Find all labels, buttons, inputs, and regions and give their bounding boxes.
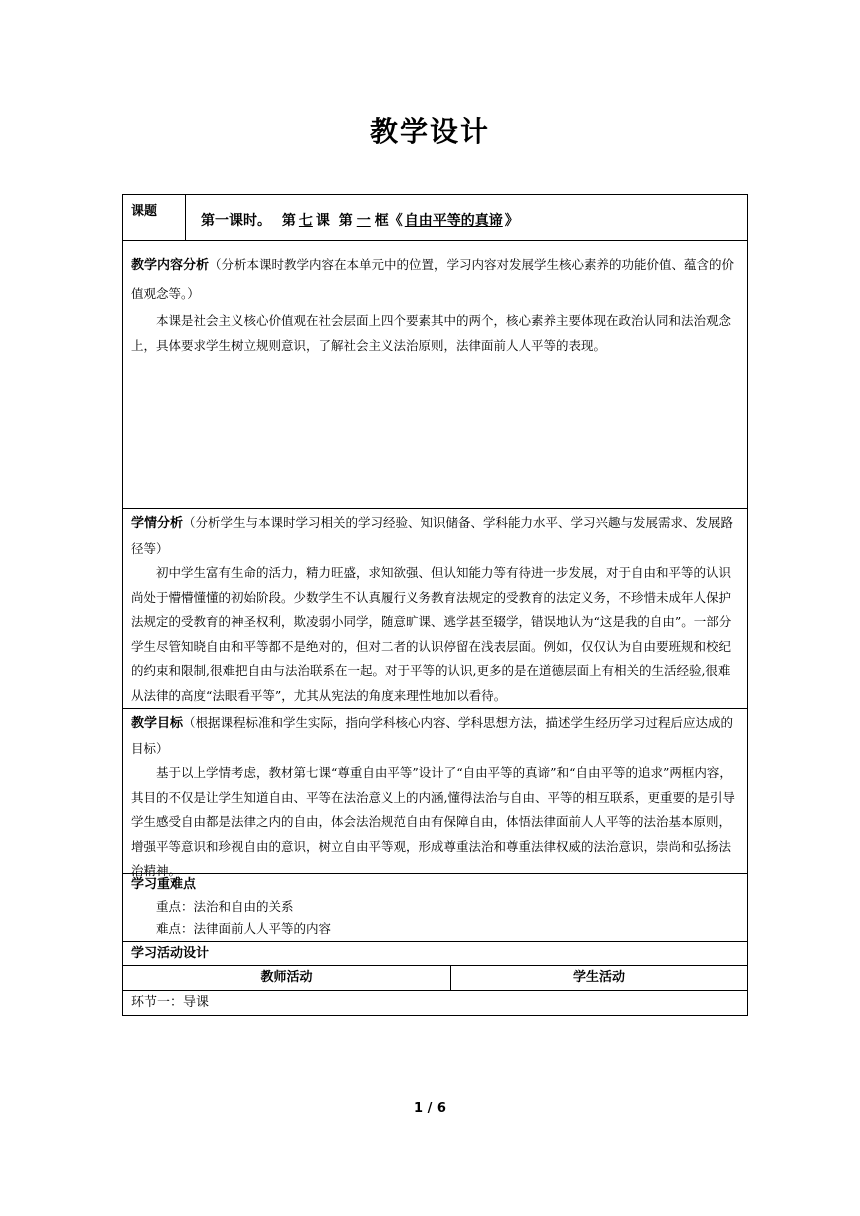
- content-analysis-note: （分析本课时教学内容在本单元中的位置，学习内容对发展学生核心素养的功能价值、蕴含的价值观念等。）: [131, 257, 735, 301]
- frame-number: 一: [356, 213, 371, 229]
- student-analysis-heading: 学情分析: [131, 516, 184, 531]
- activity-columns-row: [123, 966, 747, 991]
- frame-kuang: 框《: [374, 213, 403, 229]
- lesson-ke: 课: [315, 213, 330, 229]
- lesson-number: 七: [298, 213, 313, 229]
- student-analysis-body: 初中学生富有生命的活力，精力旺盛，求知欲强、但认知能力等有待进一步发展，对于自由和平等的认识尚处于懵懵懂懂的初始阶段。少数学生不认真履行义务教育法规定的受教育的法定义务，不珍惜未成年人保护法规定的受教育的神圣权利，欺凌弱小同学，随意旷课、逃学甚至辍学，错误地认为“这是我的自由”。一部分学生尽管知晓自由和平等都不是绝对的，但对二者的认识停留在浅表层面。例如，仅仅认为自由要班规和校纪的约束和限制,很难把自由与法治联系在一起。对于平等的认识,更多的是在道德层面上有相关的生活经验,很难从法律的高度“法眼看平等”，尤其从宪法的角度来理性地加以看待。: [131, 565, 732, 703]
- step-one-label: [131, 991, 739, 1014]
- lesson-label: 课题: [131, 204, 158, 219]
- teaching-goals-note: （根据课程标准和学生实际，指向学科核心内容、学科思想方法，描述学生经历学习过程后应达成的目标）: [131, 715, 734, 756]
- document-title: 教学设计: [369, 115, 490, 148]
- student-analysis-note: （分析学生与本课时学习相关的学习经验、知识储备、学科能力水平、学习兴趣与发展需求、发展路径等）: [131, 515, 734, 556]
- student-analysis-intro: [131, 511, 739, 561]
- frame-title: 自由平等的真谛: [404, 213, 503, 229]
- student-activity-header: 学生活动: [572, 970, 625, 985]
- page-number: 1 / 6: [414, 1101, 446, 1116]
- teaching-goals-section: [123, 709, 747, 878]
- teaching-goals-heading: 教学目标: [131, 716, 184, 731]
- teaching-goals-intro: [131, 711, 739, 761]
- lesson-period: 第一课时。: [201, 213, 271, 229]
- lesson-row: [123, 195, 747, 241]
- activity-design-header: [123, 942, 747, 966]
- frame-close: 》: [504, 213, 519, 229]
- key-points-heading: 学习重难点: [131, 877, 197, 892]
- difficult-point: 难点：法律面前人人平等的内容: [156, 921, 332, 936]
- content-analysis-intro: [131, 251, 739, 308]
- key-point: 重点：法治和自由的关系: [156, 899, 294, 914]
- lesson-di: 第: [281, 213, 296, 229]
- content-analysis-section: [123, 241, 747, 509]
- content-analysis-heading: 教学内容分析: [131, 258, 210, 273]
- content-analysis-body: 本课是社会主义核心价值观在社会层面上四个要素其中的两个，核心素养主要体现在政治认同和法治观念上，具体要求学生树立规则意识，了解社会主义法治原则，法律面前人人平等的表现。: [131, 313, 732, 353]
- teaching-goals-body: 基于以上学情考虑，教材第七课“尊重自由平等”设计了“自由平等的真谛”和“自由平等的追求”两框内容，其目的不仅是让学生知道自由、平等在法治意义上的内涵,懂得法治与自由、平等的相互联系，更重要的是引导学生感受自由都是法律之内的自由，体会法治规范自由有保障自由，体悟法律面前人人平等的法治基本原则，增强平等意识和珍视自由的意识，树立自由平等观，形成尊重法治和尊重法律权威的法治意识，崇尚和弘扬法治精神。: [131, 765, 735, 878]
- lesson-title: [201, 210, 519, 230]
- step-one-row: [123, 991, 747, 1015]
- key-points-section: [123, 874, 747, 942]
- lesson-label-cell: [123, 195, 186, 240]
- frame-di: 第: [338, 213, 353, 229]
- teacher-activity-header: 教师活动: [123, 966, 451, 990]
- student-analysis-section: [123, 509, 747, 709]
- lesson-plan-table: [122, 194, 748, 1016]
- activity-design-heading: 学习活动设计: [131, 946, 210, 961]
- step-one-text: 环节一：导课: [131, 995, 210, 1010]
